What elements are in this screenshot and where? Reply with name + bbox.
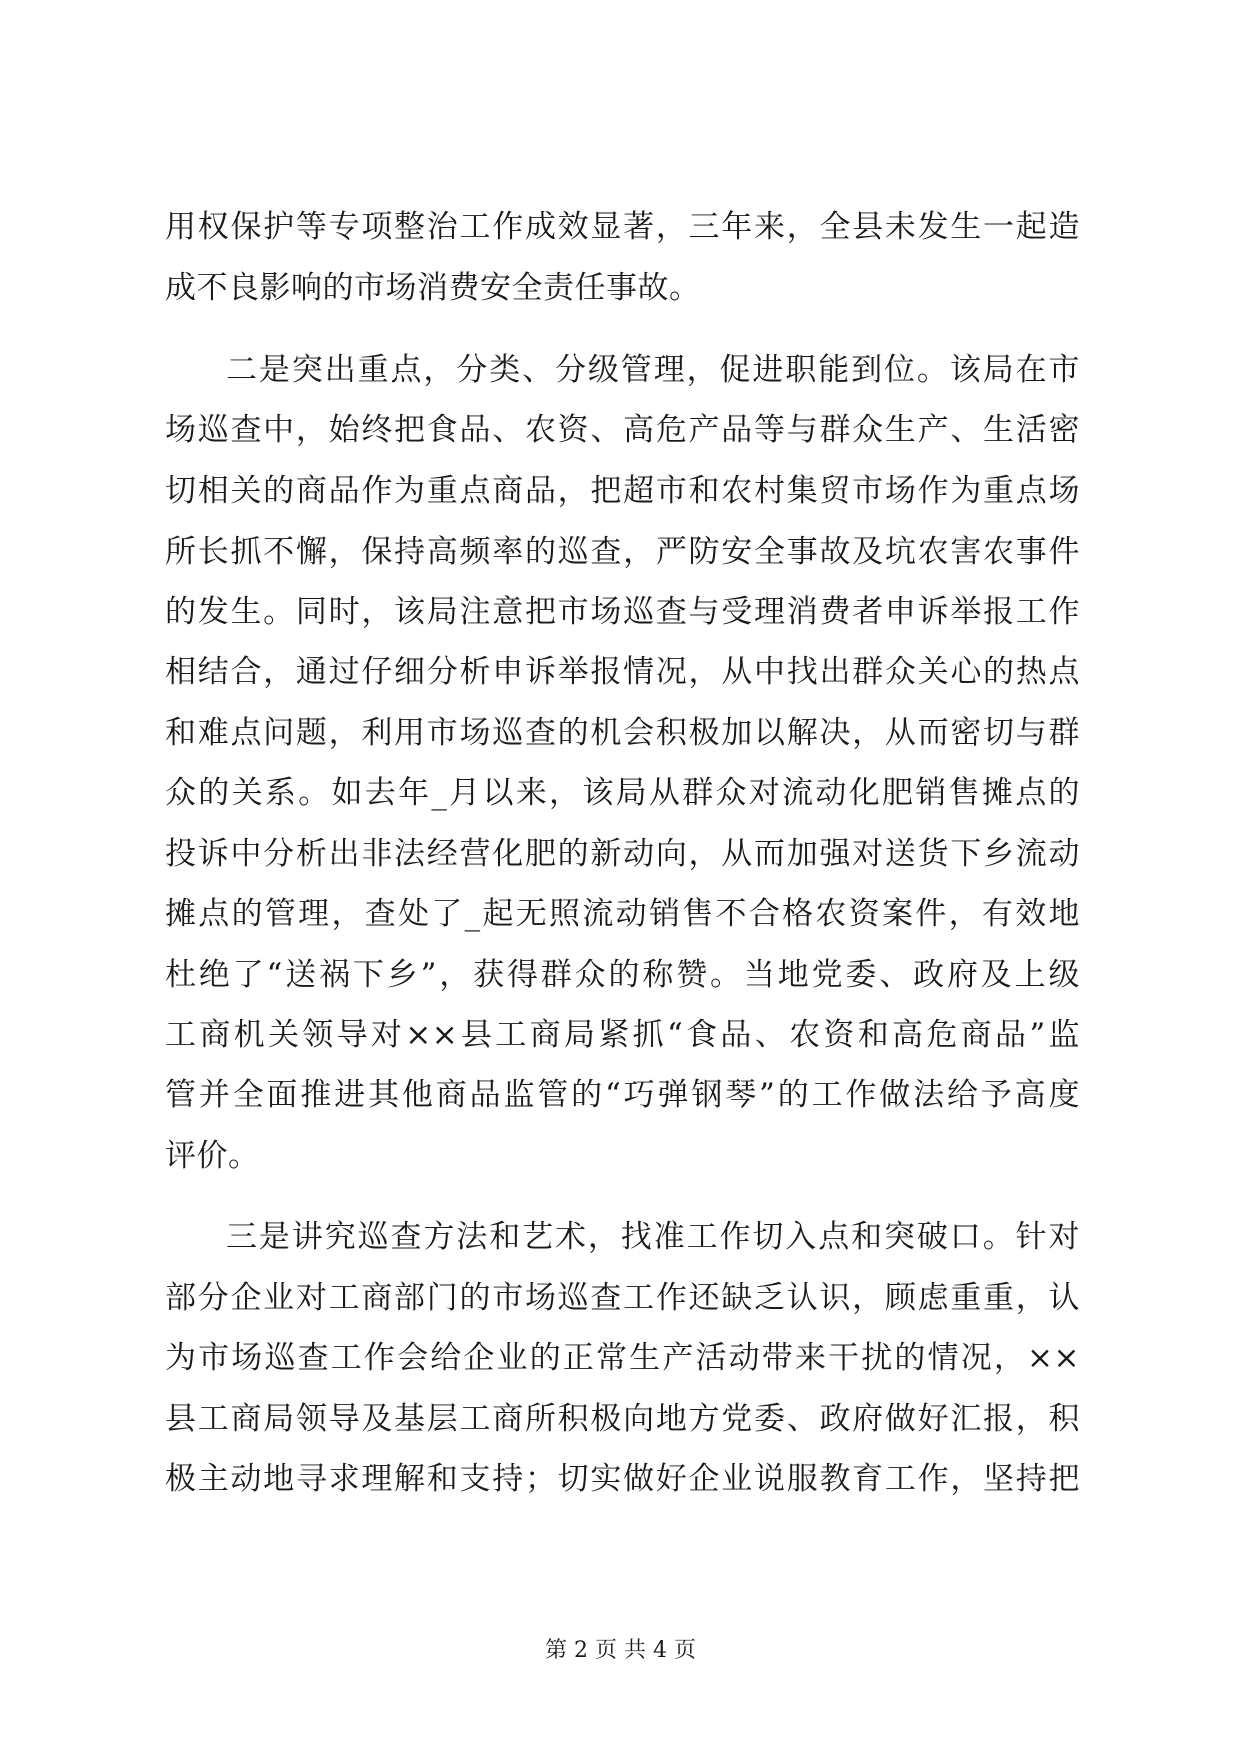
text-line: 众的关系。如去年_月以来，该局从群众对流动化肥销售摊点的 <box>165 775 1080 811</box>
text-line: 成不良影响的市场消费安全责任事故。 <box>165 270 701 306</box>
text-line: 工商机关领导对××县工商局紧抓“食品、农资和高危商品”监 <box>165 1017 1080 1053</box>
text-line: 相结合，通过仔细分析申诉举报情况，从中找出群众关心的热点 <box>165 654 1080 690</box>
text-line: 杜绝了“送祸下乡”，获得群众的称赞。当地党委、政府及上级 <box>165 957 1080 993</box>
text-line: 极主动地寻求理解和支持；切实做好企业说服教育工作，坚持把 <box>165 1461 1080 1497</box>
text-line: 为市场巡查工作会给企业的正常生产活动带来干扰的情况，×× <box>165 1340 1080 1376</box>
text-line: 部分企业对工商部门的市场巡查工作还缺乏认识，顾虑重重，认 <box>165 1280 1080 1316</box>
paragraph-start-line: 三是讲究巡查方法和艺术，找准工作切入点和突破口。针对 <box>226 1219 1080 1255</box>
text-line: 县工商局领导及基层工商所积极向地方党委、政府做好汇报，积 <box>165 1401 1080 1437</box>
text-line: 切相关的商品作为重点商品，把超市和农村集贸市场作为重点场 <box>165 473 1080 509</box>
text-line: 的发生。同时，该局注意把市场巡查与受理消费者申诉举报工作 <box>165 594 1080 630</box>
text-line: 场巡查中，始终把食品、农资、高危产品等与群众生产、生活密 <box>165 412 1080 448</box>
text-line: 用权保护等专项整治工作成效显著，三年来，全县未发生一起造 <box>165 209 1080 245</box>
paragraph-start-line: 二是突出重点，分类、分级管理，促进职能到位。该局在市 <box>226 352 1080 388</box>
text-line: 评价。 <box>165 1138 260 1174</box>
text-line: 摊点的管理，查处了_起无照流动销售不合格农资案件，有效地 <box>165 896 1080 932</box>
text-line: 和难点问题，利用市场巡查的机会积极加以解决，从而密切与群 <box>165 715 1080 751</box>
text-line: 管并全面推进其他商品监管的“巧弹钢琴”的工作做法给予高度 <box>165 1077 1080 1113</box>
page-number-footer: 第 2 页 共 4 页 <box>545 1638 696 1663</box>
text-line: 投诉中分析出非法经营化肥的新动向，从而加强对送货下乡流动 <box>165 836 1080 872</box>
text-line: 所长抓不懈，保持高频率的巡查，严防安全事故及坑农害农事件 <box>165 534 1080 570</box>
